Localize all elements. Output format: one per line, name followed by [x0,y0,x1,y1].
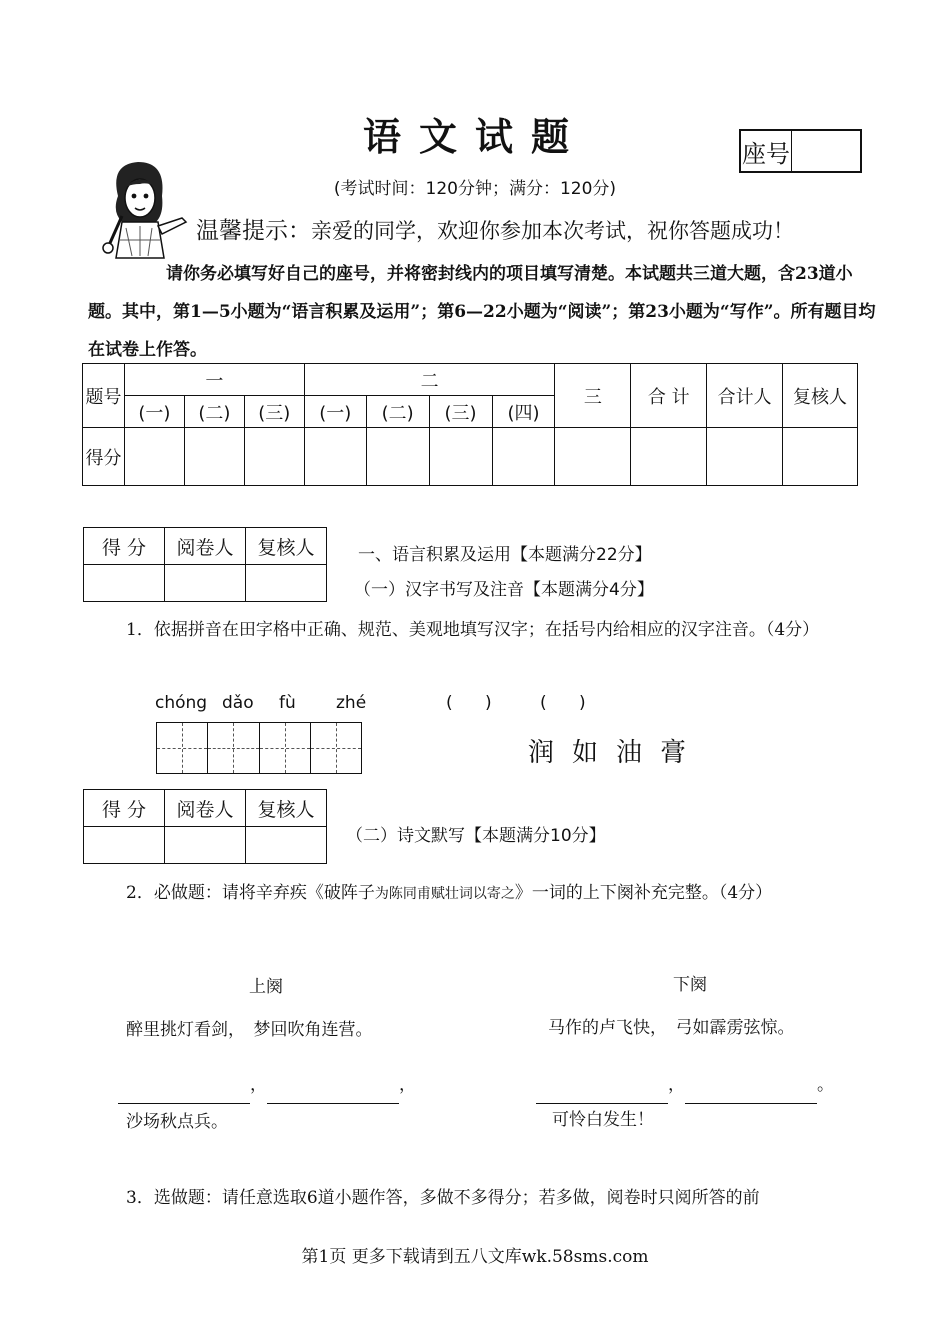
score-cell[interactable] [184,428,244,486]
exam-subtitle: (考试时间：120分钟；满分：120分) [333,179,617,199]
comma: ， [668,1075,685,1095]
exam-notice: 请你务必填写好自己的座号，并将密封线内的项目填写清楚。本试题共三道大题，含23道小题。其中，第1—5小题为“语言积累及运用”；第6—22小题为“阅读”；第23小题为“写作”。所有题目均在试卷上作答。 [88,264,876,360]
answer-blank[interactable] [118,1085,250,1104]
grader-header: 阅卷人 [165,790,246,827]
reviewer-cell[interactable] [246,565,327,602]
group-total: 合 计 [631,364,707,428]
comma: ， [399,1075,416,1095]
question-2-small: 为陈同甫赋壮词以寄之 [374,886,515,902]
paren-2[interactable]: ( ) [540,693,586,713]
sub-one-1: (一) [124,396,184,428]
reviewer-header: 复核人 [246,790,327,827]
reviewer-header: 复核人 [246,528,327,565]
exam-title: 语文试题 [362,114,587,159]
question-3: 3．选做题：请任意选取6道小题作答，多做不多得分；若多做，阅卷时只阅所答的前 [126,1188,760,1208]
group-totaler: 合计人 [707,364,783,428]
score-table [82,363,858,486]
question-2 [104,874,872,913]
upper-line-3: 沙场秋点兵。 [126,1112,228,1132]
girl-cartoon-icon [96,156,188,260]
pinyin-1: chóng [155,693,208,713]
score-cell[interactable] [492,428,555,486]
section1-heading: 一、语言积累及运用【本题满分22分】 [358,545,652,565]
group-reviewer: 复核人 [783,364,858,428]
score-row-header: 得分 [83,428,125,486]
sub-two-1: (一) [304,396,366,428]
sub-two-4: (四) [492,396,555,428]
warm-tip-body: 亲爱的同学，欢迎你参加本次考试，祝你答题成功！ [311,219,794,243]
question-2-a: 2．必做题：请将辛弃疾《破阵子 [126,883,375,903]
paren-1[interactable]: ( ) [446,693,492,713]
answer-blank[interactable] [267,1085,399,1104]
warm-tip-head: 温馨提示： [196,218,311,244]
section1-sub2: （二）诗文默写【本题满分10分】 [346,826,606,846]
score-cell[interactable] [244,428,304,486]
grader-score-cell[interactable] [84,827,165,864]
question-2-b: 》一词的上下阕补充完整。（4分） [514,883,773,903]
score-cell[interactable] [707,428,783,486]
grader-cell[interactable] [165,565,246,602]
tianzige-cell[interactable] [157,723,208,773]
period: 。 [817,1075,834,1095]
score-cell[interactable] [555,428,631,486]
score-cell[interactable] [429,428,492,486]
reviewer-cell[interactable] [246,827,327,864]
grader-score-cell[interactable] [84,565,165,602]
group-three: 三 [555,364,631,428]
score-cell[interactable] [783,428,858,486]
pinyin-4: zhé [336,693,367,713]
lower-label: 下阕 [673,975,707,995]
upper-label: 上阕 [249,977,283,997]
score-cell[interactable] [631,428,707,486]
grader-header: 阅卷人 [165,528,246,565]
upper-blank-line [118,1066,416,1104]
grader-score-header: 得 分 [84,528,165,565]
lower-blank-line [536,1066,834,1104]
lower-line-3: 可怜白发生！ [552,1110,654,1130]
sub-two-3: (三) [429,396,492,428]
group-two: 二 [304,364,555,396]
tianzige-cell[interactable] [311,723,361,773]
grader-score-header: 得 分 [84,790,165,827]
section1-sub1: （一）汉字书写及注音【本题满分4分】 [354,580,654,600]
sub-one-2: (二) [184,396,244,428]
score-cell[interactable] [304,428,366,486]
upper-line-1: 醉里挑灯看剑， 梦回吹角连营。 [126,1020,373,1040]
comma: ， [250,1075,267,1095]
score-cell[interactable] [366,428,429,486]
idiom-text: 润如油膏 [528,738,705,768]
page-footer: 第1页 更多下载请到五八文库wk.58sms.com [301,1247,649,1267]
tianzige-cell[interactable] [260,723,311,773]
tianzige-cell[interactable] [208,723,259,773]
answer-blank[interactable] [685,1085,817,1104]
question-1: 1．依据拼音在田字格中正确、规范、美观地填写汉字；在括号内给相应的汉字注音。（4分） [126,620,820,640]
pinyin-2: dǎo [222,693,254,713]
grader-table-2 [83,789,327,864]
seat-label: 座号 [741,131,792,171]
score-cell[interactable] [124,428,184,486]
pinyin-3: fù [279,693,296,713]
lower-line-1: 马作的卢飞快， 弓如霹雳弦惊。 [548,1018,795,1038]
seat-number-box[interactable] [739,129,862,173]
grader-cell[interactable] [165,827,246,864]
sub-one-3: (三) [244,396,304,428]
sub-two-2: (二) [366,396,429,428]
warm-tip [196,212,794,245]
tianzige-grid[interactable] [156,722,362,774]
question-number-header: 题号 [83,364,125,428]
grader-table-1 [83,527,327,602]
group-one: 一 [124,364,304,396]
